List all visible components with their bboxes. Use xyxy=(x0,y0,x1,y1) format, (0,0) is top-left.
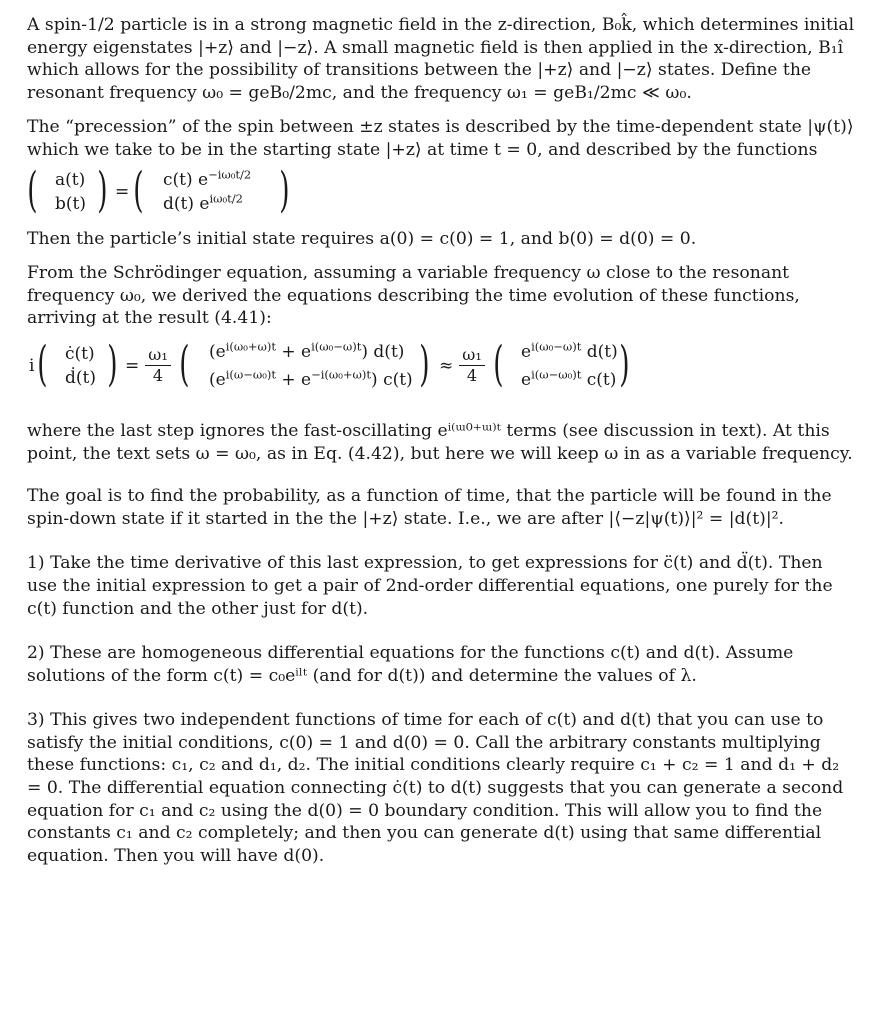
equals-sign: = xyxy=(125,355,140,376)
c-dot: ċ(t) xyxy=(65,343,95,364)
left-paren: ( xyxy=(133,161,144,218)
equals-sign: = xyxy=(115,181,130,202)
matrix-row-1: $(e^{i(\omega_0+\omega)t} + e^{i(\omega_0-\omega)t})$ d(t) xyxy=(209,339,405,362)
approx-row-1: $e^{i(\omega_0-\omega)t}$ d(t) xyxy=(521,339,618,362)
a-of-t: a(t) xyxy=(55,169,86,190)
omega-fraction: ω₁ 4 xyxy=(145,346,171,385)
b-of-t: b(t) xyxy=(55,193,86,214)
right-paren: ) xyxy=(107,335,118,392)
matrix-row-2: $(e^{i(\omega-\omega_0)t} + e^{-i(\omega_0+\omega)t})$ c(t) xyxy=(209,367,413,390)
approx-sign: ≈ xyxy=(439,355,454,376)
left-paren: ( xyxy=(27,161,38,218)
approx-row-2: $e^{i(\omega-\omega_0)t}$ c(t) xyxy=(521,367,617,390)
initial-conditions: Then the particle’s initial state requires a(0) = c(0) = 1, and b(0) = d(0) = 0. xyxy=(27,228,697,249)
right-paren: ) xyxy=(97,161,108,218)
omega-fraction: ω₁ 4 xyxy=(459,346,485,385)
intro-paragraph: A spin-1/2 particle is in a strong magnetic field in the z-direction, B₀k̂, which determines initial energy eigenstates |+z⟩ and |−z⟩. A small magnetic field is then applied in the x-direction, B₁î which allows for the possibility of transitions between the |+z⟩ and |−z⟩ states. Define the resonant frequency ω₀ = geB₀/2mc, and the frequency ω₁ = geB₁/2mc ≪ ω₀. xyxy=(27,15,855,103)
d-dot: ḋ(t) xyxy=(65,367,96,388)
d-term: d(t) $e^{i\omega_0t/2}$ xyxy=(163,190,243,214)
right-paren: ) xyxy=(419,335,430,392)
fast-oscillating-paragraph: where the last step ignores the fast-oscillating eⁱ⁽ᵚ⁰⁺ᵚ⁾ᵗ terms (see discussion in text). At this point, the text sets ω = ω₀, as in Eq. (4.42), but here we will keep ω in as a variable frequency. xyxy=(27,420,853,464)
left-paren: ( xyxy=(179,335,190,392)
c-term: c(t) $e^{-i\omega_0t/2}$ xyxy=(163,166,252,190)
imag-unit: i xyxy=(29,355,35,376)
left-paren: ( xyxy=(37,335,48,392)
state-equation xyxy=(27,162,857,228)
precession-paragraph: The “precession” of the spin between ±z states is described by the time-dependent state |ψ(t)⟩ which we take to be in the starting state |+z⟩ at time t = 0, and described by the functions xyxy=(27,117,854,160)
goal-paragraph: The goal is to find the probability, as a function of time, that the particle will be found in the spin-down state if it started in the the |+z⟩ state. I.e., we are after |⟨−z|ψ(t)⟩|² = |d(t)|². xyxy=(27,486,832,529)
step-2-paragraph: 2) These are homogeneous differential equations for the functions c(t) and d(t). Assume solutions of the form c(t) = c₀eⁱˡᵗ (and for d(t)) and determine the values of λ. xyxy=(27,643,794,686)
problem-page xyxy=(27,14,857,867)
right-paren: ) xyxy=(279,161,290,218)
step-1-paragraph: 1) Take the time derivative of this last expression, to get expressions for c̈(t) and d̈(t). Then use the initial expression to get a pair of 2nd-order differential equations, one purely for the c(t) function and the other just for d(t). xyxy=(27,553,833,619)
step-3-paragraph: 3) This gives two independent functions of time for each of c(t) and d(t) that you can use to satisfy the initial conditions, c(0) = 1 and d(0) = 0. Call the arbitrary constants multiplying these functions: c₁, c₂ and d₁, d₂. The initial conditions clearly require c₁ + c₂ = 1 and d₁ + d₂ = 0. The differential equation connecting ċ(t) to d(t) suggests that you can generate a second equation for c₁ and c₂ using the d(0) = 0 boundary condition. This will allow you to find the constants c₁ and c₂ completely; and then you can generate d(t) using that same differential equation. Then you will have d(0). xyxy=(27,710,844,866)
right-paren: ) xyxy=(619,335,630,392)
left-paren: ( xyxy=(493,335,504,392)
schrodinger-paragraph: From the Schrödinger equation, assuming a variable frequency ω close to the resonant frequency ω₀, we derived the equations describing the time evolution of these functions, arriving at the result (4.41): xyxy=(27,263,800,329)
evolution-equation xyxy=(27,330,857,408)
